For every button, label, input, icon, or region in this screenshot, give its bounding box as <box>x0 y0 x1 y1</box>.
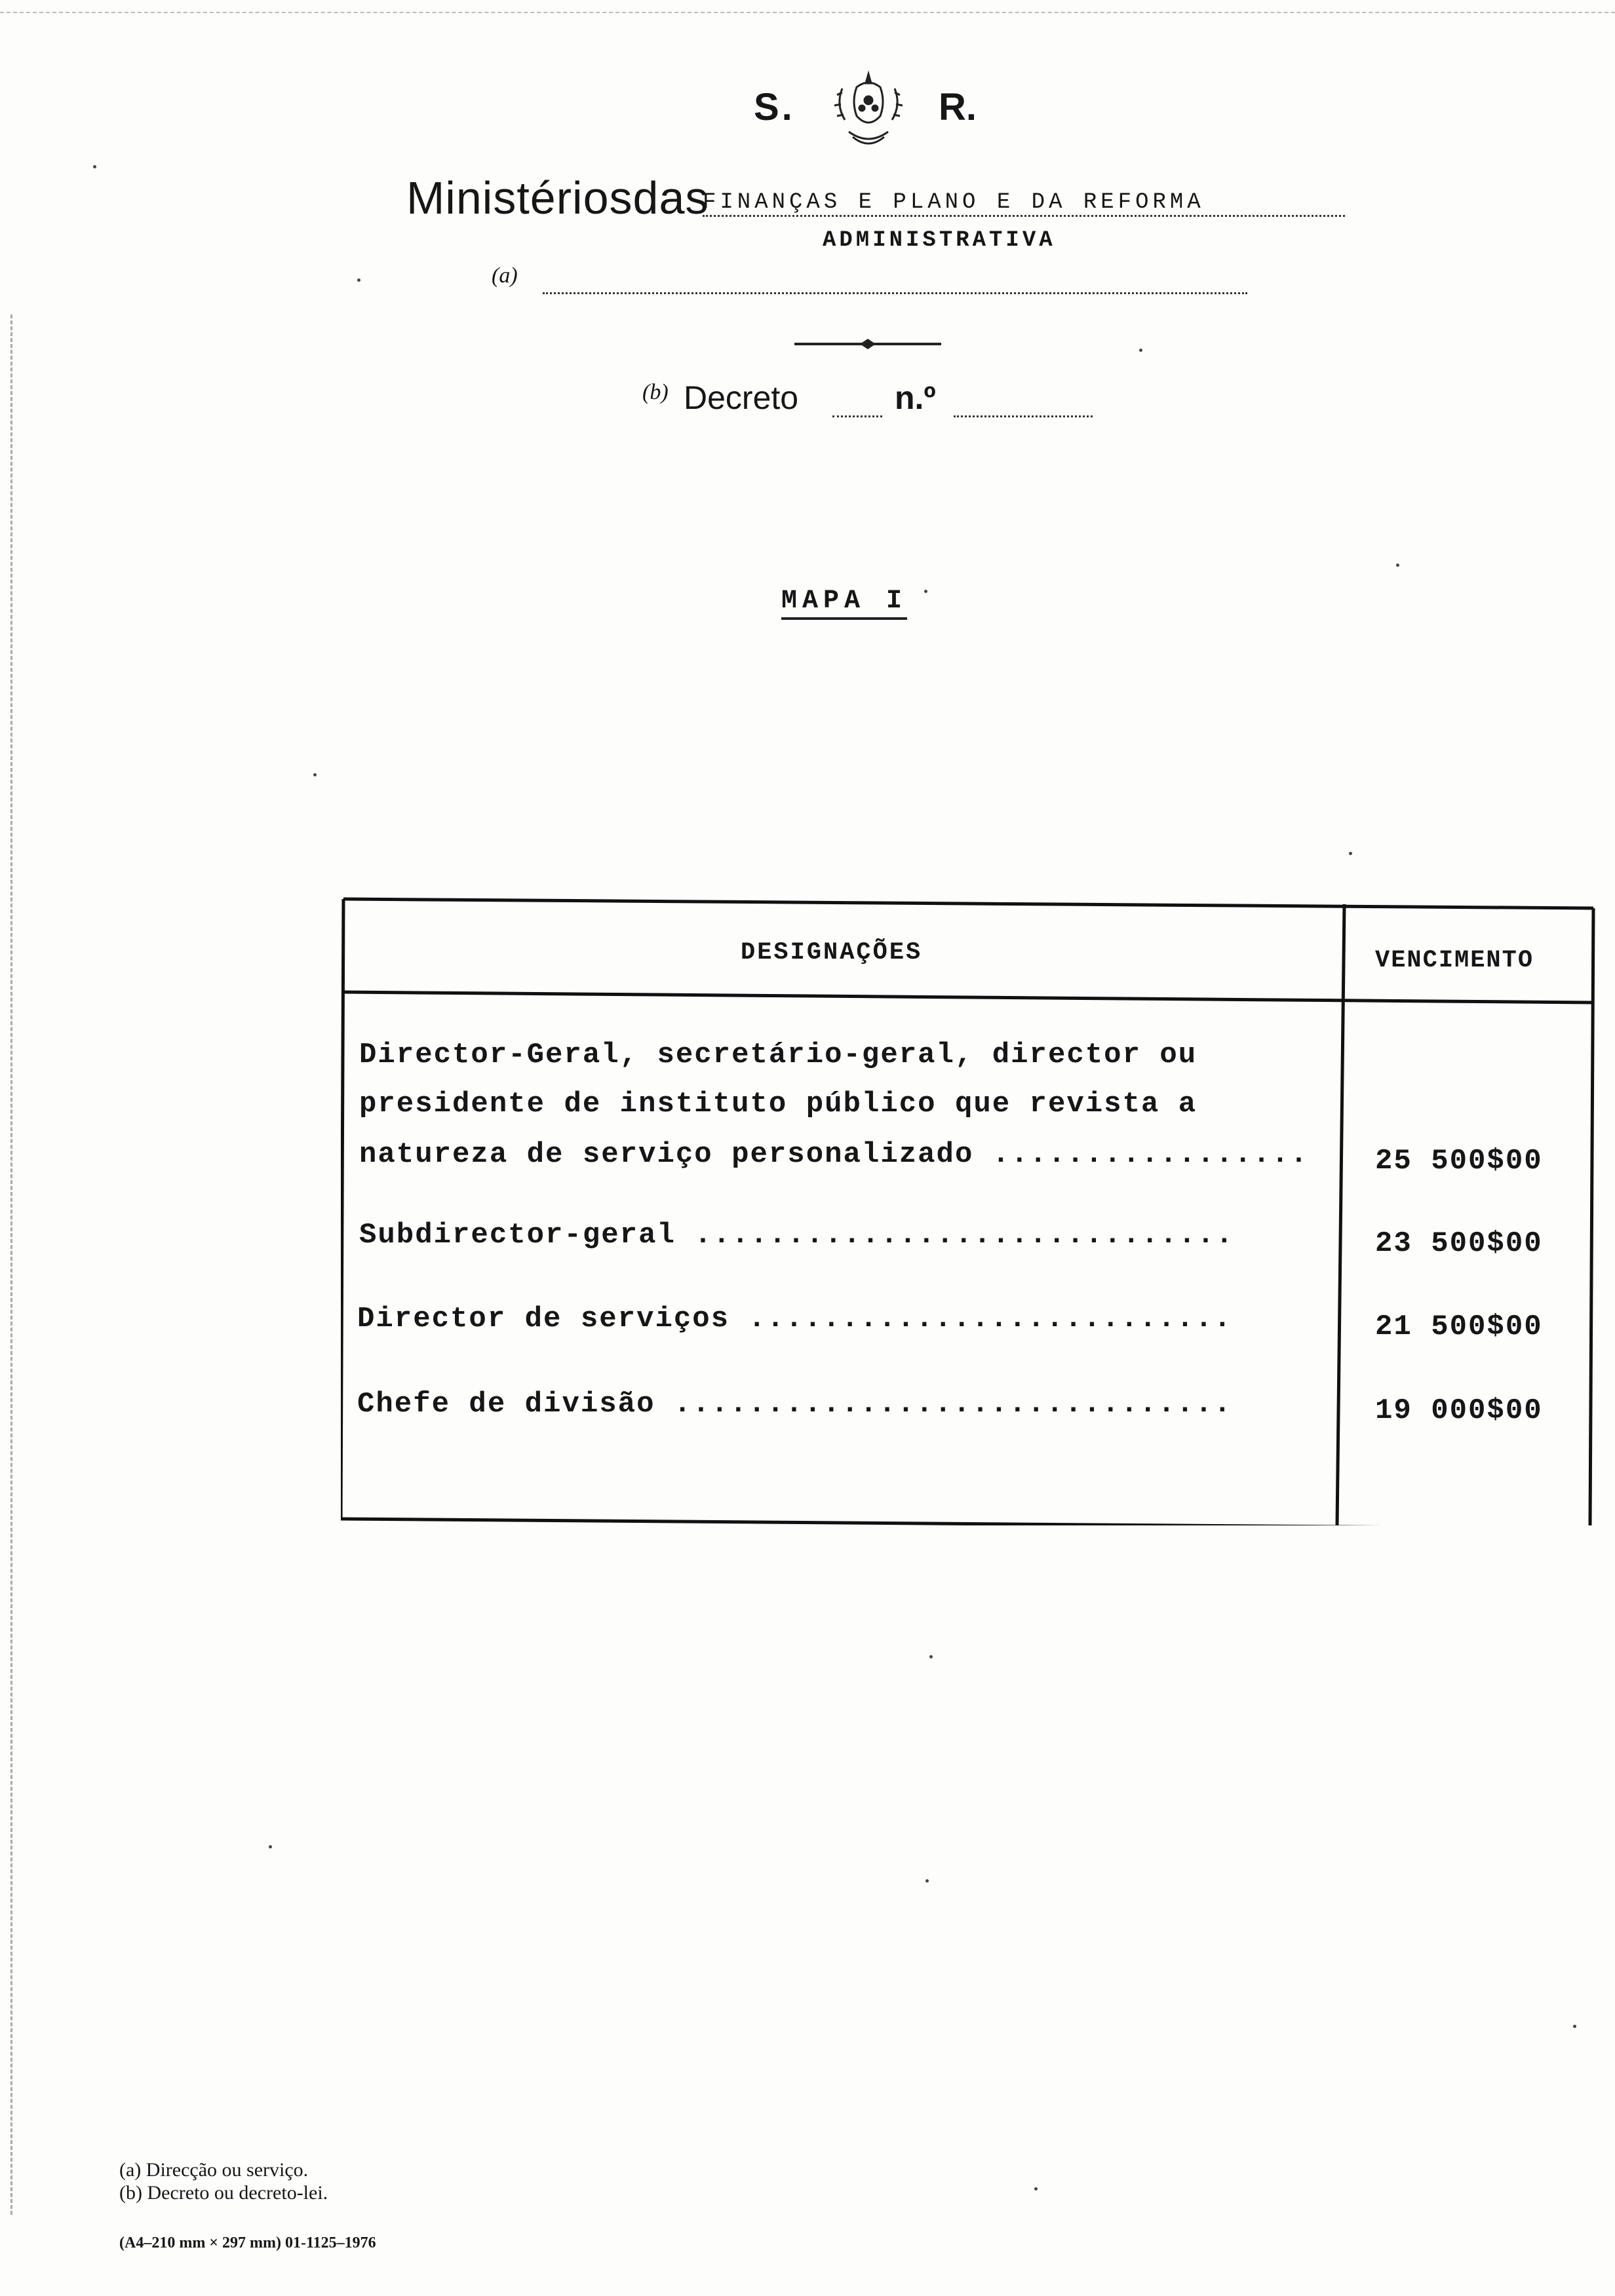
ornament-rule-icon <box>794 334 941 354</box>
seal-letter-s: S. <box>754 86 795 128</box>
field-a-blank <box>543 292 1247 294</box>
row-3-salary: 21 500$00 <box>1375 1311 1543 1343</box>
salary-table-frame <box>341 896 1596 1525</box>
row-1-designation-line-1: Director-Geral, secretário-geral, director ou <box>359 1039 1197 1071</box>
scan-speck <box>1349 852 1352 855</box>
row-2-designation: Subdirector-geral ............................. <box>359 1219 1235 1252</box>
ministry-name-line1: FINANÇAS E PLANO E DA REFORMA <box>703 190 1345 217</box>
scan-speck <box>924 590 927 593</box>
footnote-a: (a) Direcção ou serviço. <box>119 2159 309 2181</box>
scan-speck <box>313 773 317 776</box>
row-4-designation: Chefe de divisão .............................. <box>357 1388 1233 1421</box>
column-header-designations: DESIGNAÇÕES <box>741 939 923 966</box>
document-title: MAPA I <box>781 586 907 620</box>
scan-speck <box>1396 564 1399 567</box>
ministry-name-line2: ADMINISTRATIVA <box>823 228 1056 253</box>
number-label: n.º <box>895 379 936 416</box>
ministry-prefix: Ministériosdas <box>406 172 709 223</box>
row-3-designation: Director de serviços .......................... <box>357 1303 1233 1335</box>
page-margin-edge <box>10 315 12 2215</box>
scan-speck <box>93 165 96 168</box>
row-1-designation-line-2: presidente de instituto público que revista a <box>359 1088 1197 1120</box>
scan-speck <box>925 1879 929 1883</box>
scan-speck <box>1139 349 1142 352</box>
coat-of-arms-icon <box>823 69 914 154</box>
form-code: (A4–210 mm × 297 mm) 01-1125–1976 <box>119 2234 376 2251</box>
decreto-type-blank <box>832 415 882 417</box>
column-header-salary: VENCIMENTO <box>1375 947 1534 974</box>
page-top-edge <box>0 12 1615 13</box>
scan-speck <box>1573 2025 1576 2028</box>
scan-speck <box>269 1845 272 1848</box>
field-a-marker: (a) <box>492 263 518 288</box>
decreto-number-blank <box>954 415 1093 417</box>
decreto-label: Decreto <box>684 379 799 416</box>
scan-speck <box>1034 2187 1038 2191</box>
scan-speck <box>357 278 360 282</box>
row-1-salary: 25 500$00 <box>1375 1145 1543 1177</box>
scan-speck <box>929 1655 933 1658</box>
footnote-b: (b) Decreto ou decreto-lei. <box>119 2182 328 2204</box>
field-b-marker: (b) <box>642 380 669 404</box>
row-1-designation-line-3: natureza de serviço personalizado ................. <box>359 1138 1309 1171</box>
row-2-salary: 23 500$00 <box>1375 1227 1543 1260</box>
row-4-salary: 19 000$00 <box>1375 1394 1543 1427</box>
seal-letter-r: R. <box>939 86 977 128</box>
